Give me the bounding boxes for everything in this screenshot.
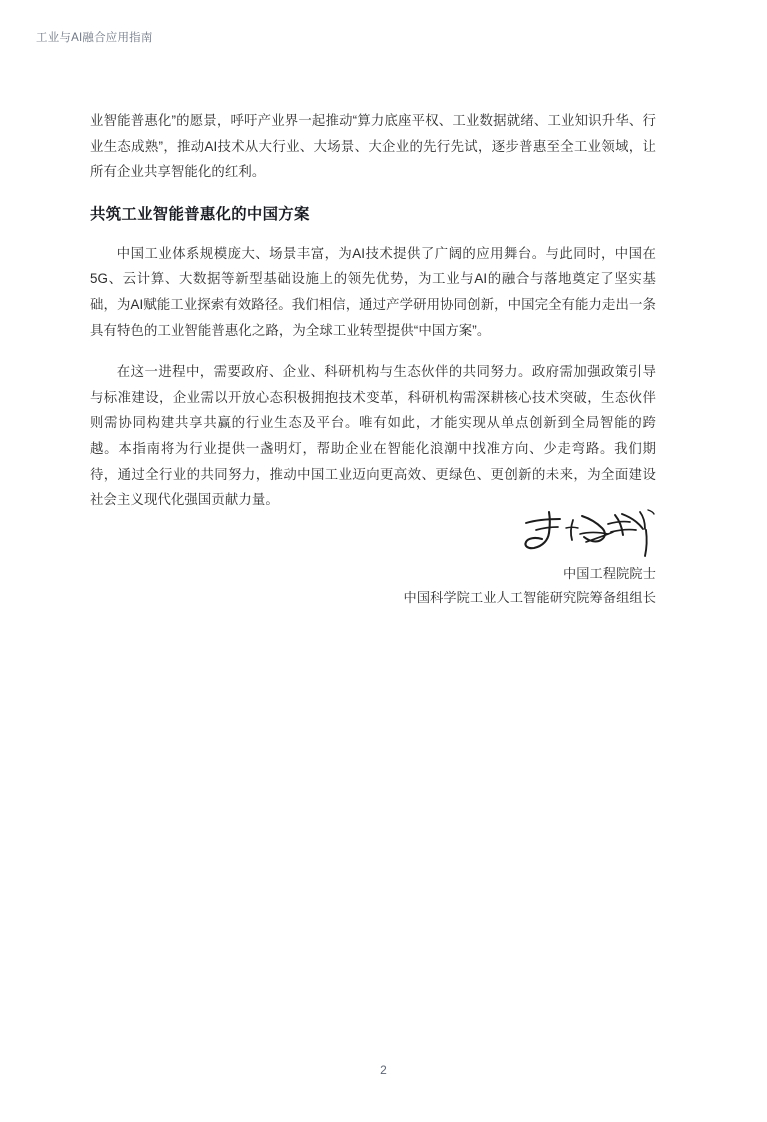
spacer — [90, 227, 656, 241]
spacer — [90, 343, 656, 359]
signoff-title-line-1: 中国工程院院士 — [562, 566, 656, 581]
page-number: 2 — [380, 1063, 387, 1077]
signature-area — [90, 500, 656, 562]
signoff-block — [90, 500, 656, 610]
section-heading: 共筑工业智能普惠化的中国方案 — [90, 205, 310, 223]
paragraph-3: 在这一进程中，需要政府、企业、科研机构与生态伙伴的共同努力。政府需加强政策引导与标准建设，企业需以开放心态积极拥抱技术变革，科研机构需深耕核心技术突破，生态伙伴则需协同构建共享共赢的行业生态及平台。唯有如此，才能实现从单点创新到全局智能的跨越。本指南将为行业提供一盏明灯，帮助企业在智能化浪潮中找准方向、少走弯路。我们期待，通过全行业的共同努力，推动中国工业迈向更高效、更绿色、更创新的未来，为全面建设社会主义现代化强国贡献力量。 — [90, 364, 656, 508]
document-body — [90, 108, 656, 513]
paragraph-continued: 业智能普惠化”的愿景，呼吁产业界一起推动“算力底座平权、工业数据就绪、工业知识升华、行业生态成熟”，推动AI技术从大行业、大场景、大企业的先行先试，逐步普惠至全工业领域，让所有企业共享智能化的红利。 — [90, 113, 656, 180]
spacer — [90, 185, 656, 203]
handwritten-signature-icon — [516, 506, 656, 564]
running-header: 工业与AI融合应用指南 — [36, 32, 153, 44]
signoff-title-line-2: 中国科学院工业人工智能研究院筹备组组长 — [403, 590, 656, 605]
paragraph-2: 中国工业体系规模庞大、场景丰富，为AI技术提供了广阔的应用舞台。与此同时，中国在5G、云计算、大数据等新型基础设施上的领先优势，为工业与AI的融合与落地奠定了坚实基础，为AI赋能工业探索有效路径。我们相信，通过产学研用协同创新，中国完全有能力走出一条具有特色的工业智能普惠化之路，为全球工业转型提供“中国方案”。 — [90, 245, 656, 338]
